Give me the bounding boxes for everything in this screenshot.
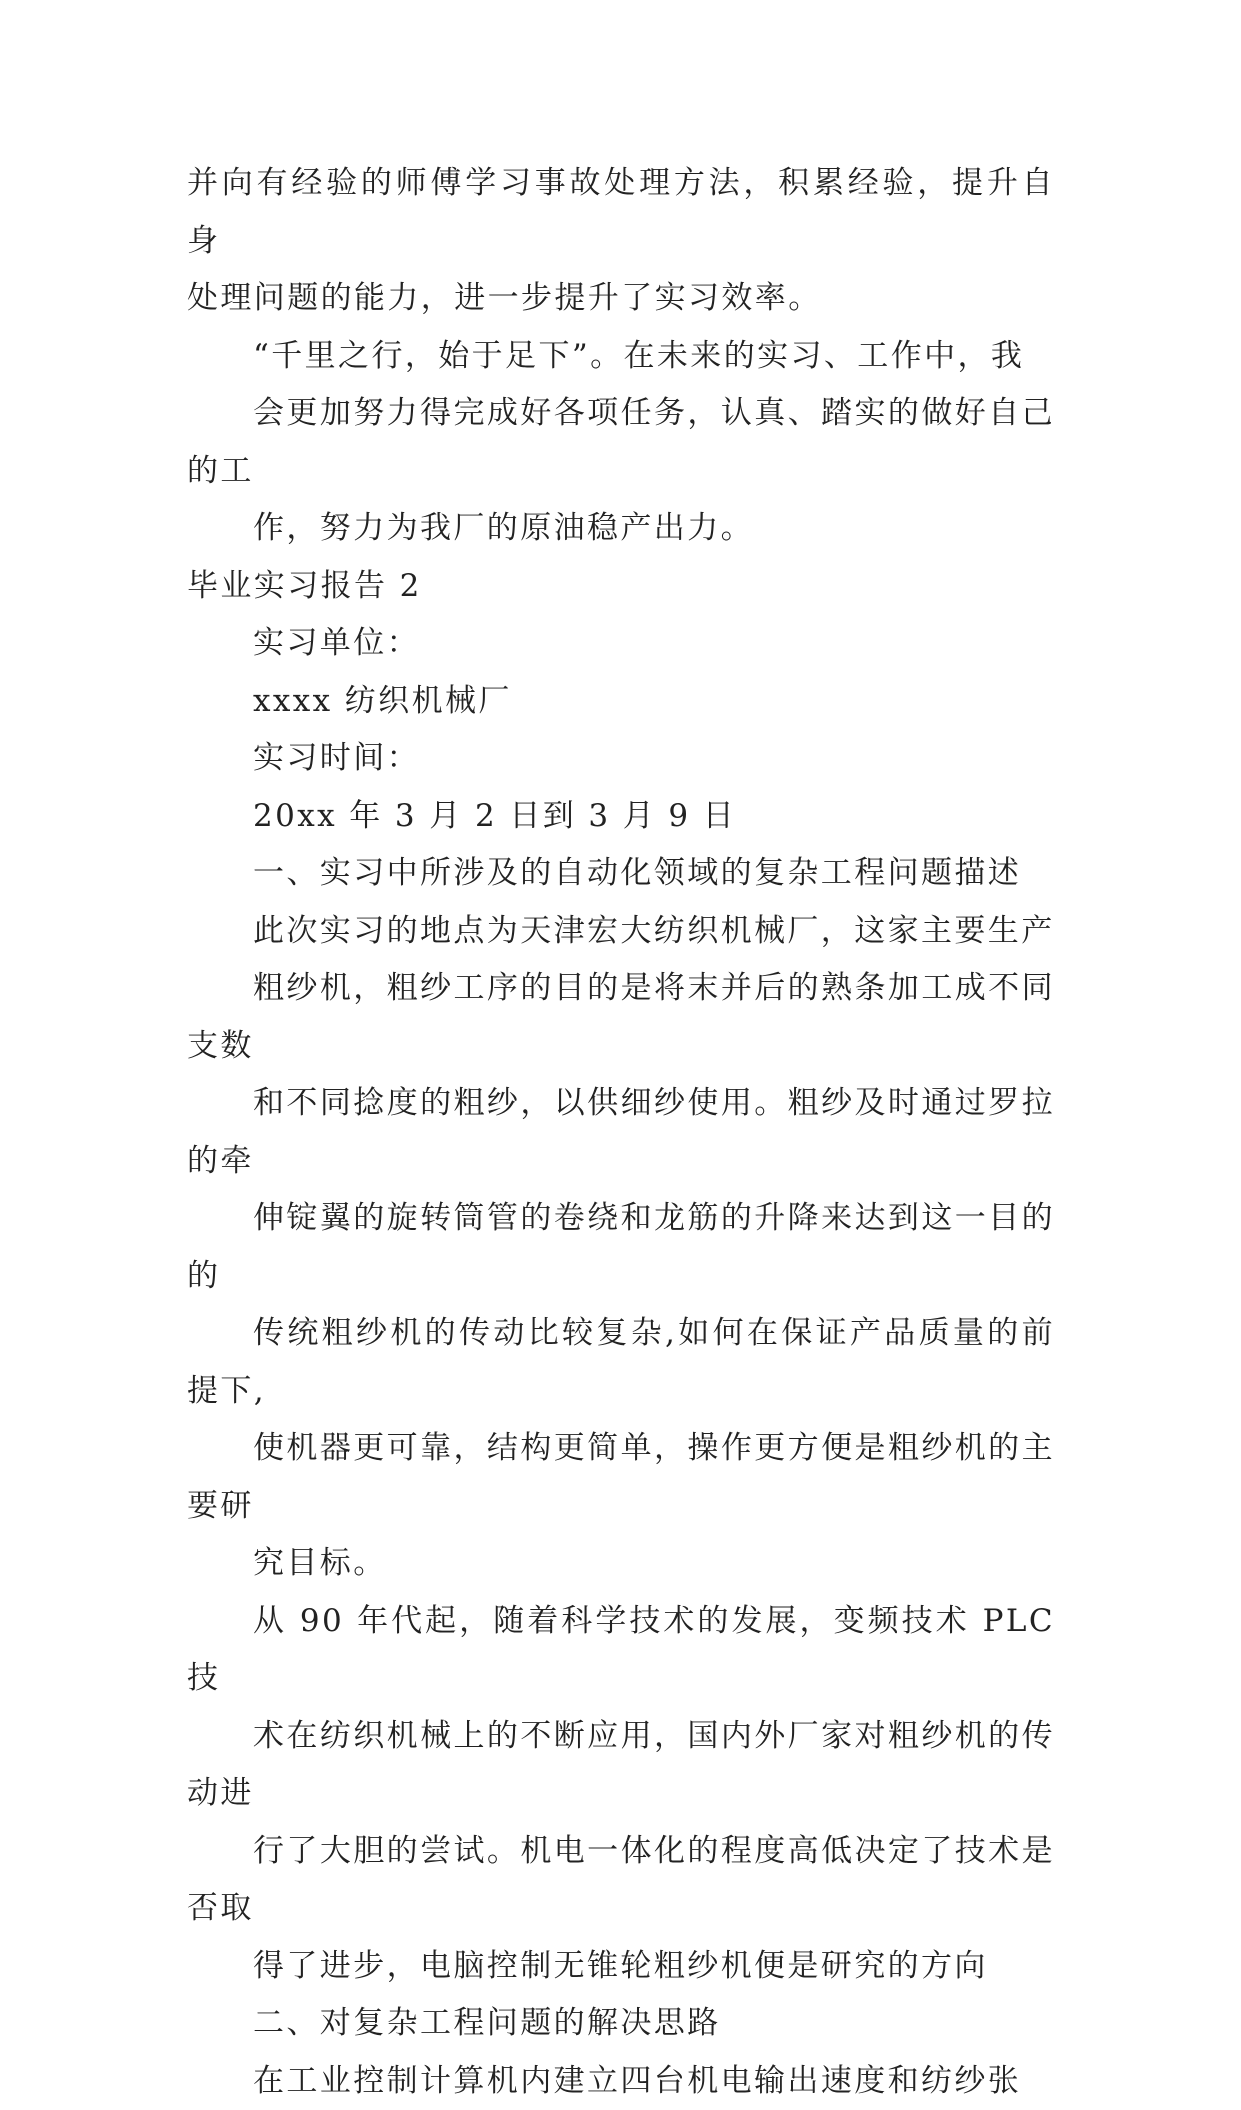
text-line: 会更加努力得完成好各项任务，认真、踏实的做好自己的工	[187, 385, 1055, 500]
text-line: xxxx 纺织机械厂	[187, 673, 1055, 731]
text-line: 实习单位：	[187, 615, 1055, 673]
paragraph	[187, 558, 1055, 616]
text-line: 使机器更可靠，结构更简单，操作更方便是粗纱机的主要研	[187, 1420, 1055, 1535]
text-line: 从 90 年代起，随着科学技术的发展，变频技术 PLC 技	[187, 1593, 1055, 1708]
text-line: 并向有经验的师傅学习事故处理方法，积累经验，提升自身	[187, 155, 1055, 270]
text-line: “千里之行，始于足下”。在未来的实习、工作中，我	[187, 328, 1055, 386]
paragraph	[187, 2053, 1055, 2110]
paragraph	[187, 615, 1055, 673]
text-line: 得了进步，电脑控制无锥轮粗纱机便是研究的方向	[187, 1938, 1055, 1996]
text-line: 传统粗纱机的传动比较复杂,如何在保证产品质量的前提下,	[187, 1305, 1055, 1420]
text-line: 粗纱机，粗纱工序的目的是将末并后的熟条加工成不同支数	[187, 960, 1055, 1075]
paragraph	[187, 328, 1055, 558]
paragraph	[187, 730, 1055, 788]
paragraph	[187, 845, 1055, 903]
paragraph	[187, 903, 1055, 1593]
text-line: 此次实习的地点为天津宏大纺织机械厂，这家主要生产	[187, 903, 1055, 961]
text-line: 20xx 年 3 月 2 日到 3 月 9 日	[187, 788, 1055, 846]
text-line: 处理问题的能力，进一步提升了实习效率。	[187, 270, 1055, 328]
paragraph	[187, 673, 1055, 731]
text-line: 术在纺织机械上的不断应用，国内外厂家对粗纱机的传动进	[187, 1708, 1055, 1823]
text-line: 实习时间：	[187, 730, 1055, 788]
paragraph	[187, 155, 1055, 328]
text-line: 毕业实习报告 2	[187, 558, 1055, 616]
document-body	[187, 155, 1055, 2110]
text-line: 在工业控制计算机内建立四台机电输出速度和纺纱张	[187, 2053, 1055, 2110]
text-line: 二、对复杂工程问题的解决思路	[187, 1995, 1055, 2053]
text-line: 和不同捻度的粗纱，以供细纱使用。粗纱及时通过罗拉的牵	[187, 1075, 1055, 1190]
paragraph	[187, 788, 1055, 846]
text-line: 作，努力为我厂的原油稳产出力。	[187, 500, 1055, 558]
paragraph	[187, 1995, 1055, 2053]
paragraph	[187, 1593, 1055, 1996]
text-line: 究目标。	[187, 1535, 1055, 1593]
text-line: 伸锭翼的旋转筒管的卷绕和龙筋的升降来达到这一目的的	[187, 1190, 1055, 1305]
text-line: 行了大胆的尝试。机电一体化的程度高低决定了技术是否取	[187, 1823, 1055, 1938]
text-line: 一、实习中所涉及的自动化领域的复杂工程问题描述	[187, 845, 1055, 903]
